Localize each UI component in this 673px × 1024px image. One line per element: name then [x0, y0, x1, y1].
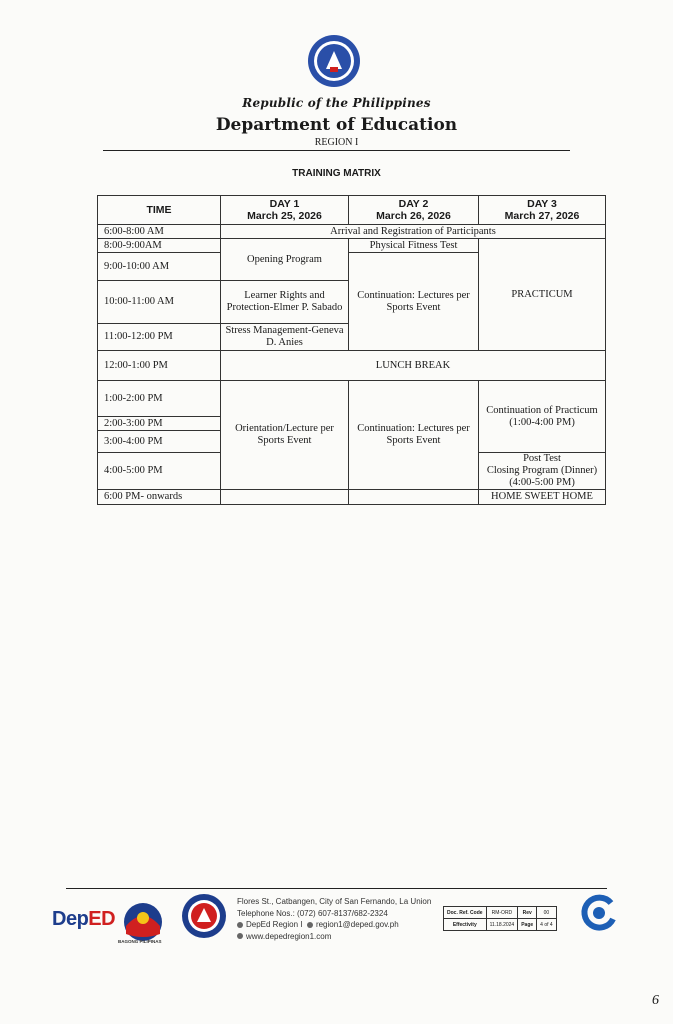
- bagong-pilipinas-label: BAGONG PILIPINAS: [118, 939, 162, 944]
- day3-header: [479, 196, 606, 225]
- time-cell: 4:00-5:00 PM: [98, 453, 221, 490]
- table-row: [98, 351, 606, 381]
- time-cell: 6:00 PM- onwards: [98, 490, 221, 505]
- email-icon: [307, 922, 313, 928]
- bagong-pilipinas-logo: [121, 900, 165, 944]
- time-cell: 8:00-9:00AM: [98, 239, 221, 253]
- doc-ref-value: RM-ORD: [486, 907, 518, 919]
- table-row: [98, 490, 606, 505]
- region-label: REGION I: [314, 137, 359, 148]
- continuation-practicum-cell: [479, 381, 606, 453]
- deped-seal-logo: [306, 33, 362, 89]
- day1-label: DAY 1: [269, 198, 300, 210]
- table-row: [98, 239, 606, 253]
- continuation-lectures-pm-cell: Continuation: Lectures per Sports Event: [349, 381, 479, 490]
- facebook-link[interactable]: DepEd Region I: [246, 920, 303, 929]
- day3-label: DAY 3: [527, 198, 557, 210]
- department-heading: Department of Education: [215, 115, 458, 135]
- rev-value: 00: [537, 907, 557, 919]
- address-text: Flores St., Catbangen, City of San Fernando, La Union: [237, 897, 432, 906]
- time-cell: 12:00-1:00 PM: [98, 351, 221, 381]
- effectivity-value: 11.18.2024: [486, 919, 518, 931]
- day2-date: March 26, 2026: [376, 210, 451, 222]
- certification-seal-logo: [579, 893, 619, 933]
- time-cell: 10:00-11:00 AM: [98, 281, 221, 324]
- region-seal-logo: [181, 893, 227, 939]
- practicum-cell: PRACTICUM: [479, 239, 606, 351]
- doc-ref-label: Doc. Ref. Code: [444, 907, 487, 919]
- website-line: [237, 931, 431, 943]
- website-link[interactable]: www.depedregion1.com: [246, 931, 332, 941]
- globe-icon: [237, 933, 243, 939]
- training-matrix-table: [97, 195, 606, 505]
- table-row: [444, 919, 557, 931]
- day3-date: March 27, 2026: [504, 210, 580, 222]
- time-cell: 3:00-4:00 PM: [98, 431, 221, 453]
- telephone-text: Telephone Nos.: (072) 607-8137/682-2324: [237, 908, 388, 918]
- deped-logo: [52, 908, 115, 931]
- deped-logo-ed: ED: [88, 908, 116, 930]
- page-value: 4 of 4: [537, 919, 557, 931]
- continuation-practicum-time: (1:00-4:00 PM): [509, 416, 575, 428]
- post-test-label: Post Test: [523, 453, 561, 464]
- facebook-icon: [237, 922, 243, 928]
- time-cell: 2:00-3:00 PM: [98, 417, 221, 431]
- post-test-closing-cell: [479, 453, 606, 490]
- table-row: [444, 907, 557, 919]
- orientation-lecture-cell: Orientation/Lecture per Sports Event: [221, 381, 349, 490]
- day2-label: DAY 2: [398, 198, 429, 210]
- physical-fitness-cell: Physical Fitness Test: [349, 239, 479, 253]
- time-cell: 6:00-8:00 AM: [98, 225, 221, 239]
- deped-logo-dep: Dep: [52, 908, 89, 930]
- arrival-cell: Arrival and Registration of Participants: [221, 225, 606, 239]
- time-header: TIME: [98, 196, 221, 225]
- handwritten-page-mark: 6: [652, 993, 659, 1008]
- continuation-lectures-am-cell: Continuation: Lectures per Sports Event: [349, 253, 479, 351]
- document-control-table: [443, 906, 557, 931]
- social-line: [237, 919, 431, 931]
- document-title: TRAINING MATRIX: [292, 168, 381, 179]
- email-link[interactable]: region1@deped.gov.ph: [315, 920, 399, 929]
- time-cell: 9:00-10:00 AM: [98, 253, 221, 281]
- rev-label: Rev: [518, 907, 537, 919]
- contact-block: [237, 896, 431, 942]
- empty-cell: [221, 490, 349, 505]
- table-header-row: [98, 196, 606, 225]
- footer-divider: [66, 888, 607, 889]
- table-row: [98, 381, 606, 417]
- closing-program-time: (4:00-5:00 PM): [509, 477, 575, 488]
- learner-rights-cell: Learner Rights and Protection-Elmer P. Sabado: [221, 281, 349, 324]
- day1-date: March 25, 2026: [247, 210, 322, 222]
- continuation-practicum-label: Continuation of Practicum: [486, 404, 598, 416]
- header-divider: [103, 150, 570, 151]
- day1-header: [221, 196, 349, 225]
- time-cell: 11:00-12:00 PM: [98, 324, 221, 351]
- table-row: [98, 225, 606, 239]
- home-sweet-home-cell: HOME SWEET HOME: [479, 490, 606, 505]
- effectivity-label: Effectivity: [444, 919, 487, 931]
- republic-heading: Republic of the Philippines: [242, 96, 431, 110]
- time-cell: 1:00-2:00 PM: [98, 381, 221, 417]
- page-label: Page: [518, 919, 537, 931]
- closing-program-label: Closing Program (Dinner): [486, 465, 598, 476]
- stress-management-cell: Stress Management-Geneva D. Anies: [221, 324, 349, 351]
- day2-header: [349, 196, 479, 225]
- empty-cell: [349, 490, 479, 505]
- opening-program-cell: Opening Program: [221, 239, 349, 281]
- lunch-break-cell: LUNCH BREAK: [221, 351, 606, 381]
